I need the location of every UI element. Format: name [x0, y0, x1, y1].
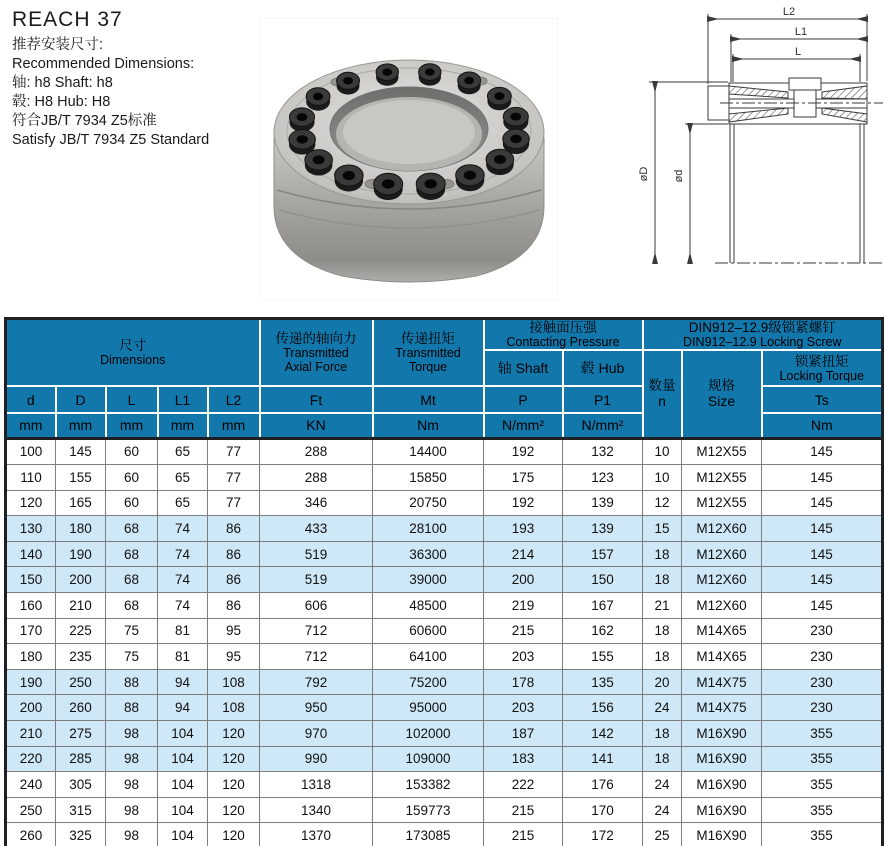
- cell-size: M14X75: [682, 695, 762, 721]
- cell-size: M12X60: [682, 567, 762, 593]
- cell-D: 225: [56, 618, 106, 644]
- table-row: [6, 465, 883, 491]
- cell-L1: 94: [158, 669, 208, 695]
- cell-L: 68: [106, 541, 158, 567]
- cell-Ts: 145: [762, 567, 883, 593]
- header-torque: 传递扭矩 Transmitted Torque: [373, 319, 484, 387]
- cell-Ft: 712: [260, 644, 373, 670]
- cell-Ft: 288: [260, 438, 373, 465]
- cell-L2: 120: [208, 721, 260, 747]
- cell-L2: 86: [208, 516, 260, 542]
- header-sym-L: L: [106, 386, 158, 413]
- info-line: Satisfy JB/T 7934 Z5 Standard: [12, 132, 210, 148]
- table-row: [6, 567, 883, 593]
- unit-mm: mm: [6, 413, 56, 438]
- cell-d: 260: [6, 823, 56, 846]
- cell-P: 183: [484, 746, 563, 772]
- cell-n: 24: [643, 695, 682, 721]
- table-row: [6, 490, 883, 516]
- cell-size: M14X75: [682, 669, 762, 695]
- cell-P: 193: [484, 516, 563, 542]
- locking-screw: [337, 72, 360, 94]
- technical-drawing: [636, 2, 885, 314]
- cell-L: 98: [106, 772, 158, 798]
- unit-nmm2: N/mm²: [484, 413, 563, 438]
- unit-mm: mm: [106, 413, 158, 438]
- cell-Ft: 1340: [260, 797, 373, 823]
- cell-n: 20: [643, 669, 682, 695]
- table-row: [6, 772, 883, 798]
- cell-L1: 74: [158, 516, 208, 542]
- cell-L1: 104: [158, 797, 208, 823]
- cell-P1: 172: [563, 823, 643, 846]
- cell-P: 192: [484, 438, 563, 465]
- locking-screw: [456, 165, 485, 192]
- cell-P: 215: [484, 823, 563, 846]
- cell-P: 215: [484, 618, 563, 644]
- cell-L2: 95: [208, 618, 260, 644]
- cell-Mt: 60600: [373, 618, 484, 644]
- locking-screw: [458, 72, 481, 94]
- cell-Ft: 712: [260, 618, 373, 644]
- table-row: [6, 797, 883, 823]
- cell-Mt: 153382: [373, 772, 484, 798]
- locking-screw: [416, 173, 445, 200]
- cell-P: 214: [484, 541, 563, 567]
- table-row: [6, 516, 883, 542]
- locking-screw: [374, 173, 403, 200]
- dim-label-l1: L1: [794, 26, 808, 38]
- cell-L1: 65: [158, 490, 208, 516]
- cell-n: 18: [643, 644, 682, 670]
- dim-label-l2: L2: [782, 6, 796, 18]
- cell-L2: 77: [208, 490, 260, 516]
- cell-P: 200: [484, 567, 563, 593]
- screw-head-section: [789, 78, 821, 90]
- cell-n: 18: [643, 746, 682, 772]
- cell-L1: 104: [158, 823, 208, 846]
- cell-size: M12X60: [682, 593, 762, 619]
- header-size: 规格 Size: [682, 350, 762, 438]
- header-locking-screw: DIN912–12.9级锁紧螺钉 DIN912–12.9 Locking Screw: [643, 319, 883, 351]
- cell-P1: 139: [563, 516, 643, 542]
- cell-D: 200: [56, 567, 106, 593]
- cell-Ts: 145: [762, 490, 883, 516]
- cell-n: 25: [643, 823, 682, 846]
- bore-hole: [343, 100, 475, 164]
- cell-L: 98: [106, 823, 158, 846]
- cell-n: 10: [643, 465, 682, 491]
- cell-d: 150: [6, 567, 56, 593]
- cell-size: M16X90: [682, 823, 762, 846]
- cell-P1: 170: [563, 797, 643, 823]
- cell-Mt: 15850: [373, 465, 484, 491]
- cell-Mt: 95000: [373, 695, 484, 721]
- header-sym-Ft: Ft: [260, 386, 373, 413]
- cell-D: 315: [56, 797, 106, 823]
- cell-Ts: 355: [762, 746, 883, 772]
- cell-P1: 167: [563, 593, 643, 619]
- cell-d: 110: [6, 465, 56, 491]
- product-photo: [260, 18, 558, 300]
- cell-n: 21: [643, 593, 682, 619]
- cell-Ts: 145: [762, 438, 883, 465]
- header-sym-Ts: Ts: [762, 386, 883, 413]
- cell-Mt: 102000: [373, 721, 484, 747]
- dim-label-inner-dia: ød: [673, 169, 685, 183]
- cell-n: 24: [643, 797, 682, 823]
- cell-Ts: 230: [762, 669, 883, 695]
- cell-n: 18: [643, 618, 682, 644]
- cell-P: 178: [484, 669, 563, 695]
- cell-Ft: 1370: [260, 823, 373, 846]
- cell-D: 180: [56, 516, 106, 542]
- cell-Ft: 990: [260, 746, 373, 772]
- cell-P1: 162: [563, 618, 643, 644]
- cell-d: 190: [6, 669, 56, 695]
- cell-d: 100: [6, 438, 56, 465]
- cell-L2: 86: [208, 593, 260, 619]
- page-title: REACH 37: [12, 8, 123, 31]
- header-locking-torque: 锁紧扭矩 Locking Torque: [762, 350, 883, 386]
- cell-L2: 120: [208, 772, 260, 798]
- cell-Mt: 75200: [373, 669, 484, 695]
- cell-L2: 120: [208, 823, 260, 846]
- cell-L: 60: [106, 465, 158, 491]
- cell-size: M14X65: [682, 644, 762, 670]
- cell-Ts: 145: [762, 465, 883, 491]
- cell-d: 250: [6, 797, 56, 823]
- header-sym-L1: L1: [158, 386, 208, 413]
- locking-screw: [486, 149, 514, 175]
- cell-size: M12X60: [682, 516, 762, 542]
- locking-screw: [376, 64, 398, 86]
- cell-P: 215: [484, 797, 563, 823]
- cell-Ft: 519: [260, 541, 373, 567]
- cell-L1: 74: [158, 593, 208, 619]
- cell-L1: 94: [158, 695, 208, 721]
- cell-Ft: 288: [260, 465, 373, 491]
- header-dimensions: 尺寸 Dimensions: [6, 319, 260, 387]
- locking-screw: [306, 88, 330, 111]
- cell-D: 165: [56, 490, 106, 516]
- cell-L2: 86: [208, 567, 260, 593]
- header-sym-Mt: Mt: [373, 386, 484, 413]
- cell-Ts: 355: [762, 721, 883, 747]
- cell-d: 160: [6, 593, 56, 619]
- header-qty: 数量 n: [643, 350, 682, 438]
- cell-n: 15: [643, 516, 682, 542]
- cell-D: 250: [56, 669, 106, 695]
- cell-P: 175: [484, 465, 563, 491]
- spec-table: [4, 317, 884, 846]
- cell-P1: 139: [563, 490, 643, 516]
- cell-Mt: 39000: [373, 567, 484, 593]
- cell-P1: 123: [563, 465, 643, 491]
- cell-Ts: 145: [762, 593, 883, 619]
- cell-n: 18: [643, 567, 682, 593]
- cell-Ts: 230: [762, 695, 883, 721]
- cell-L2: 120: [208, 746, 260, 772]
- cell-P1: 142: [563, 721, 643, 747]
- cell-Ft: 950: [260, 695, 373, 721]
- cell-D: 210: [56, 593, 106, 619]
- dim-label-outer-dia: øD: [638, 166, 650, 182]
- info-line: Recommended Dimensions:: [12, 56, 195, 72]
- header-sym-D: D: [56, 386, 106, 413]
- cell-D: 155: [56, 465, 106, 491]
- table-row: [6, 541, 883, 567]
- cell-size: M16X90: [682, 746, 762, 772]
- cell-d: 240: [6, 772, 56, 798]
- cell-L2: 86: [208, 541, 260, 567]
- info-line: 轴: h8 Shaft: h8: [12, 75, 113, 91]
- locking-screw: [487, 87, 511, 110]
- cell-Ts: 145: [762, 516, 883, 542]
- cell-d: 140: [6, 541, 56, 567]
- cell-L: 98: [106, 746, 158, 772]
- cell-D: 190: [56, 541, 106, 567]
- unit-mm: mm: [208, 413, 260, 438]
- cell-L: 88: [106, 695, 158, 721]
- cell-L2: 108: [208, 669, 260, 695]
- cell-Mt: 28100: [373, 516, 484, 542]
- table-row: [6, 669, 883, 695]
- locking-assembly-photo: [260, 18, 558, 300]
- cell-L1: 74: [158, 567, 208, 593]
- cell-D: 285: [56, 746, 106, 772]
- cell-Ft: 433: [260, 516, 373, 542]
- cell-L1: 81: [158, 644, 208, 670]
- cell-P1: 150: [563, 567, 643, 593]
- cell-size: M16X90: [682, 721, 762, 747]
- cell-L: 60: [106, 490, 158, 516]
- cell-L1: 65: [158, 465, 208, 491]
- cell-d: 220: [6, 746, 56, 772]
- table-row: [6, 644, 883, 670]
- info-line: 毂: H8 Hub: H8: [12, 94, 111, 110]
- cell-Mt: 173085: [373, 823, 484, 846]
- cell-D: 260: [56, 695, 106, 721]
- cell-size: M12X55: [682, 490, 762, 516]
- cell-Mt: 36300: [373, 541, 484, 567]
- cell-n: 10: [643, 438, 682, 465]
- cell-P: 219: [484, 593, 563, 619]
- header-sym-d: d: [6, 386, 56, 413]
- unit-mm: mm: [56, 413, 106, 438]
- table-row: [6, 721, 883, 747]
- cell-L: 88: [106, 669, 158, 695]
- cell-P1: 157: [563, 541, 643, 567]
- cell-d: 170: [6, 618, 56, 644]
- cell-P1: 156: [563, 695, 643, 721]
- unit-nm: Nm: [373, 413, 484, 438]
- cell-L: 75: [106, 618, 158, 644]
- table-body: [6, 438, 883, 846]
- cell-L: 68: [106, 516, 158, 542]
- table-row: [6, 746, 883, 772]
- cell-Ft: 792: [260, 669, 373, 695]
- info-line: 推荐安装尺寸:: [12, 37, 104, 53]
- cell-L1: 104: [158, 772, 208, 798]
- cell-Ts: 230: [762, 644, 883, 670]
- cell-d: 210: [6, 721, 56, 747]
- cell-Ft: 970: [260, 721, 373, 747]
- cell-D: 235: [56, 644, 106, 670]
- table-row: [6, 438, 883, 465]
- cell-Mt: 48500: [373, 593, 484, 619]
- cell-P: 192: [484, 490, 563, 516]
- cell-L2: 120: [208, 797, 260, 823]
- locking-screw: [503, 107, 528, 131]
- cell-L: 68: [106, 567, 158, 593]
- cell-Ts: 355: [762, 823, 883, 846]
- cell-P1: 155: [563, 644, 643, 670]
- unit-kn: KN: [260, 413, 373, 438]
- cell-L: 98: [106, 721, 158, 747]
- cell-P1: 132: [563, 438, 643, 465]
- header-hub: 毂 Hub: [563, 350, 643, 386]
- cell-P: 222: [484, 772, 563, 798]
- cell-D: 325: [56, 823, 106, 846]
- locking-screw: [289, 108, 314, 132]
- cell-L: 68: [106, 593, 158, 619]
- cell-D: 145: [56, 438, 106, 465]
- locking-screw: [335, 165, 364, 192]
- cell-n: 24: [643, 772, 682, 798]
- cell-Mt: 64100: [373, 644, 484, 670]
- cell-Ts: 355: [762, 797, 883, 823]
- cell-D: 275: [56, 721, 106, 747]
- cell-L1: 104: [158, 721, 208, 747]
- cell-Ts: 145: [762, 541, 883, 567]
- cell-Ft: 519: [260, 567, 373, 593]
- cell-L2: 95: [208, 644, 260, 670]
- cell-L: 98: [106, 797, 158, 823]
- cell-d: 200: [6, 695, 56, 721]
- cell-L2: 77: [208, 465, 260, 491]
- cell-size: M12X55: [682, 438, 762, 465]
- cell-Ts: 355: [762, 772, 883, 798]
- header-sym-L2: L2: [208, 386, 260, 413]
- cell-P: 203: [484, 644, 563, 670]
- cell-P: 203: [484, 695, 563, 721]
- header-sym-P: P: [484, 386, 563, 413]
- cell-Ts: 230: [762, 618, 883, 644]
- locking-screw: [305, 150, 333, 176]
- cell-size: M12X60: [682, 541, 762, 567]
- cell-L1: 65: [158, 438, 208, 465]
- header-contact-pressure: 接触面压强 Contacting Pressure: [484, 319, 643, 351]
- cell-P: 187: [484, 721, 563, 747]
- info-line: 符合JB/T 7934 Z5标准: [12, 113, 157, 129]
- cell-Mt: 109000: [373, 746, 484, 772]
- cell-L1: 74: [158, 541, 208, 567]
- cell-L: 60: [106, 438, 158, 465]
- cell-L: 75: [106, 644, 158, 670]
- cell-Ft: 346: [260, 490, 373, 516]
- table-row: [6, 593, 883, 619]
- cell-size: M12X55: [682, 465, 762, 491]
- cell-L1: 104: [158, 746, 208, 772]
- cell-n: 18: [643, 721, 682, 747]
- cell-Mt: 20750: [373, 490, 484, 516]
- unit-nm: Nm: [762, 413, 883, 438]
- cell-L2: 108: [208, 695, 260, 721]
- cell-Mt: 159773: [373, 797, 484, 823]
- cell-d: 120: [6, 490, 56, 516]
- cell-P1: 141: [563, 746, 643, 772]
- unit-mm: mm: [158, 413, 208, 438]
- cell-size: M14X65: [682, 618, 762, 644]
- cell-d: 180: [6, 644, 56, 670]
- unit-nmm2: N/mm²: [563, 413, 643, 438]
- product-info: [12, 8, 262, 150]
- table-row: [6, 823, 883, 846]
- cell-n: 18: [643, 541, 682, 567]
- cell-Ft: 1318: [260, 772, 373, 798]
- cell-P1: 176: [563, 772, 643, 798]
- locking-screw: [419, 64, 441, 86]
- table-row: [6, 695, 883, 721]
- header-sym-P1: P1: [563, 386, 643, 413]
- cell-Ft: 606: [260, 593, 373, 619]
- cell-Mt: 14400: [373, 438, 484, 465]
- cell-d: 130: [6, 516, 56, 542]
- header-shaft: 轴 Shaft: [484, 350, 563, 386]
- dim-label-l: L: [794, 46, 802, 58]
- table-row: [6, 618, 883, 644]
- cell-size: M16X90: [682, 797, 762, 823]
- cell-L1: 81: [158, 618, 208, 644]
- cell-n: 12: [643, 490, 682, 516]
- header-axial-force: 传递的轴向力 Transmitted Axial Force: [260, 319, 373, 387]
- cell-D: 305: [56, 772, 106, 798]
- cell-size: M16X90: [682, 772, 762, 798]
- cell-P1: 135: [563, 669, 643, 695]
- cell-L2: 77: [208, 438, 260, 465]
